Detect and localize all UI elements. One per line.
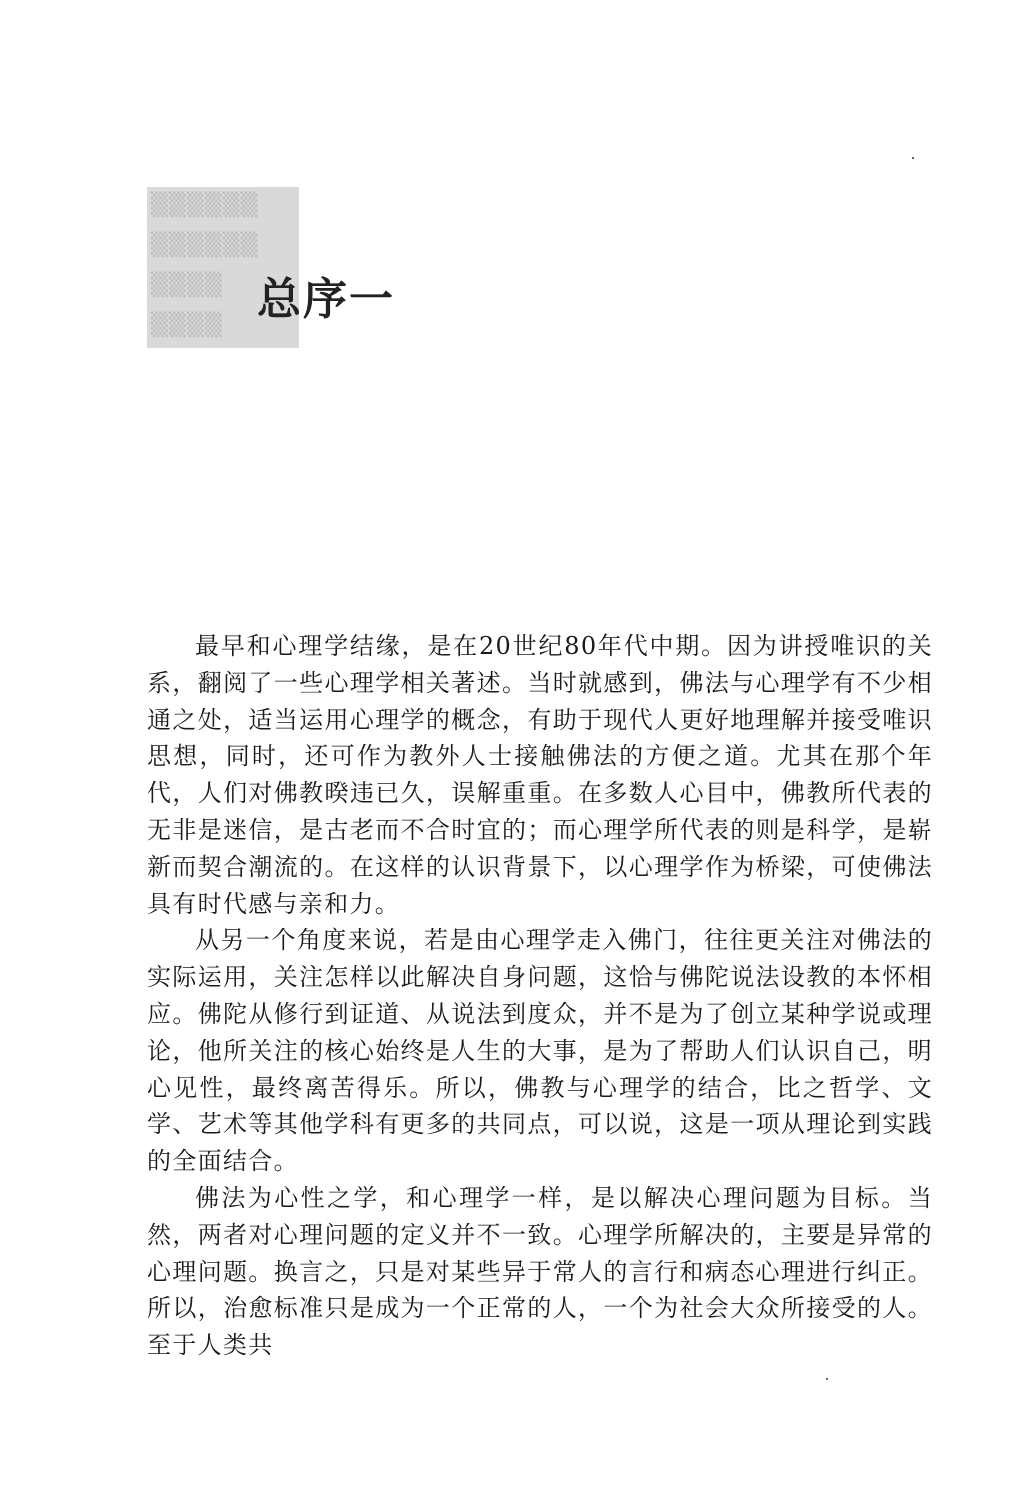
body-text [147, 628, 933, 1364]
paragraph: 从另一个角度来说，若是由心理学走入佛门，往往更关注对佛法的实际运用，关注怎样以此解决自身问题，这恰与佛陀说法设教的本怀相应。佛陀从修行到证道、从说法到度众，并不是为了创立某种学说或理论，他所关注的核心始终是人生的大事，是为了帮助人们认识自己，明心见性，最终离苦得乐。所以，佛教与心理学的结合，比之哲学、文学、艺术等其他学科有更多的共同点，可以说，这是一项从理论到实践的全面结合。 [147, 926, 933, 1176]
scan-speck [912, 157, 914, 159]
scan-speck [826, 1378, 828, 1380]
paragraph: 佛法为心性之学，和心理学一样，是以解决心理问题为目标。当然，两者对心理问题的定义并不一致。心理学所解决的，主要是异常的心理问题。换言之，只是对某些异于常人的言行和病态心理进行纠正。所以，治愈标准只是成为一个正常的人，一个为社会大众所接受的人。至于人类共 [147, 1183, 933, 1360]
chapter-title: 总序一 [257, 274, 395, 325]
paragraph: 最早和心理学结缘，是在20世纪80年代中期。因为讲授唯识的关系，翻阅了一些心理学相关著述。当时就感到，佛法与心理学有不少相通之处，适当运用心理学的概念，有助于现代人更好地理解并接受唯识思想，同时，还可作为教外人士接触佛法的方便之道。尤其在那个年代，人们对佛教暌违已久，误解重重。在多数人心目中，佛教所代表的无非是迷信，是古老而不合时宜的；而心理学所代表的则是科学，是崭新而契合潮流的。在这样的认识背景下，以心理学作为桥梁，可使佛法具有时代感与亲和力。 [147, 632, 933, 918]
chapter-title-decoration: ▒▒▒▒▒▒ ▒▒▒▒▒▒ ▒▒▒▒ ▒▒▒▒ [147, 187, 299, 348]
